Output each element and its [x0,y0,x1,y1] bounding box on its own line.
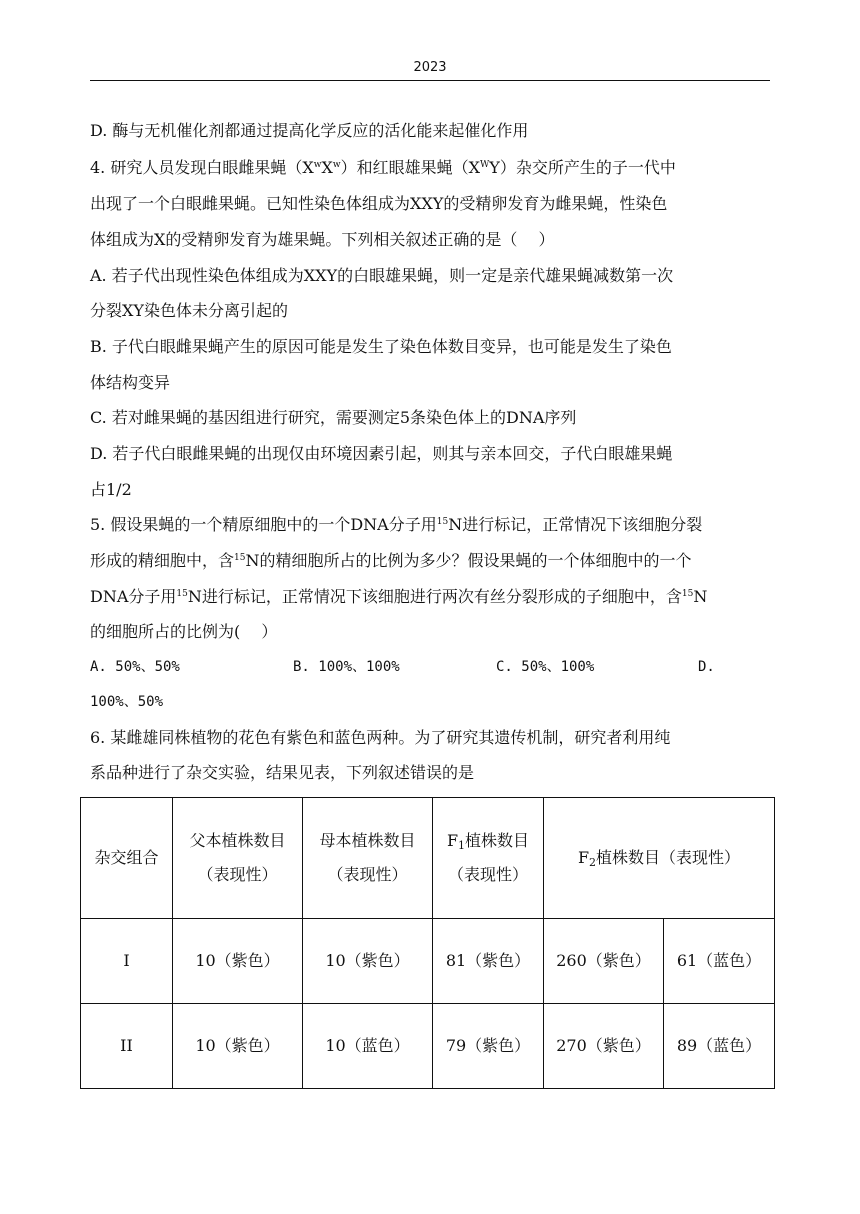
q4-option-b-line-2: 体结构变异 [90,373,171,392]
q5-option-c: C. 50%、100% [496,659,595,675]
row-father: 10（紫色） [173,919,303,1004]
row-combo: II [81,1004,173,1089]
row-f2-purple: 260（紫色） [544,919,664,1004]
q3-option-d: D. 酶与无机催化剂都通过提高化学反应的活化能来起催化作用 [90,121,529,140]
row-f2-blue: 61（蓝色） [664,919,775,1004]
q5-option-a: A. 50%、50% [90,659,180,675]
header-mother: 母本植株数目（表现性） [303,798,433,919]
q5-option-d: D. [698,659,715,675]
q6-stem-line-2: 系品种进行了杂交实验，结果见表，下列叙述错误的是 [90,763,475,782]
page-header-year: 2023 [413,60,447,75]
q4-stem-line-2: 出现了一个白眼雌果蝇。已知性染色体组成为XXY的受精卵发育为雌果蝇，性染色 [90,194,668,213]
q5-stem-line-1: 5. 假设果蝇的一个精原细胞中的一个DNA分子用$^{15}$N进行标记，正常情况下该细胞分裂 [90,515,703,534]
header-f1: $F_1$植株数目（表现性） [433,798,544,919]
row-f2-blue: 89（蓝色） [664,1004,775,1089]
q4-option-b-line-1: B. 子代白眼雌果蝇产生的原因可能是发生了染色体数目变异，也可能是发生了染色 [90,337,672,356]
row-mother: 10（蓝色） [303,1004,433,1089]
q4-option-d-line-1: D. 若子代白眼雌果蝇的出现仅由环境因素引起，则其与亲本回交，子代白眼雄果蝇 [90,444,673,463]
q5-option-b: B. 100%、100% [293,659,400,675]
header-father: 父本植株数目（表现性） [173,798,303,919]
row-mother: 10（紫色） [303,919,433,1004]
q5-stem-line-4: 的细胞所占的比例为( ） [90,622,278,641]
q4-option-a-line-2: 分裂XY染色体未分离引起的 [90,301,288,320]
q5-option-d-continued: 100%、50% [90,694,164,710]
row-f1: 79（紫色） [433,1004,544,1089]
cross-results-table [80,797,775,1089]
row-f2-purple: 270（紫色） [544,1004,664,1089]
row-father: 10（紫色） [173,1004,303,1089]
q4-option-c: C. 若对雌果蝇的基因组进行研究，需要测定5条染色体上的DNA序列 [90,408,577,427]
header-f2: $F_2$植株数目（表现性） [544,798,775,919]
row-combo: I [81,919,173,1004]
table-row [81,1004,775,1089]
q4-option-d-line-2: 占1/2 [90,480,132,499]
q6-stem-line-1: 6. 某雌雄同株植物的花色有紫色和蓝色两种。为了研究其遗传机制，研究者利用纯 [90,728,671,747]
q4-stem-line-1: 4. 研究人员发现白眼雌果蝇$(X^wX^w)$和红眼雄果蝇$(X^WY)$杂交所产生的子一代中 [90,158,676,177]
table-row [81,919,775,1004]
table-header-row [81,798,775,919]
header-rule [90,80,770,81]
q4-option-a-line-1: A. 若子代出现性染色体组成为XXY的白眼雄果蝇，则一定是亲代雄果蝇减数第一次 [90,266,674,285]
header-combo: 杂交组合 [81,798,173,919]
q5-stem-line-2: 形成的精细胞中，含$^{15}$N的精细胞所占的比例为多少？假设果蝇的一个体细胞中的一个 [90,551,692,570]
q4-stem-line-3: 体组成为X的受精卵发育为雄果蝇。下列相关叙述正确的是（ ） [90,230,555,249]
q5-stem-line-3: DNA分子用$^{15}$N进行标记，正常情况下该细胞进行两次有丝分裂形成的子细胞中，含$^{15}$N [90,587,708,606]
row-f1: 81（紫色） [433,919,544,1004]
